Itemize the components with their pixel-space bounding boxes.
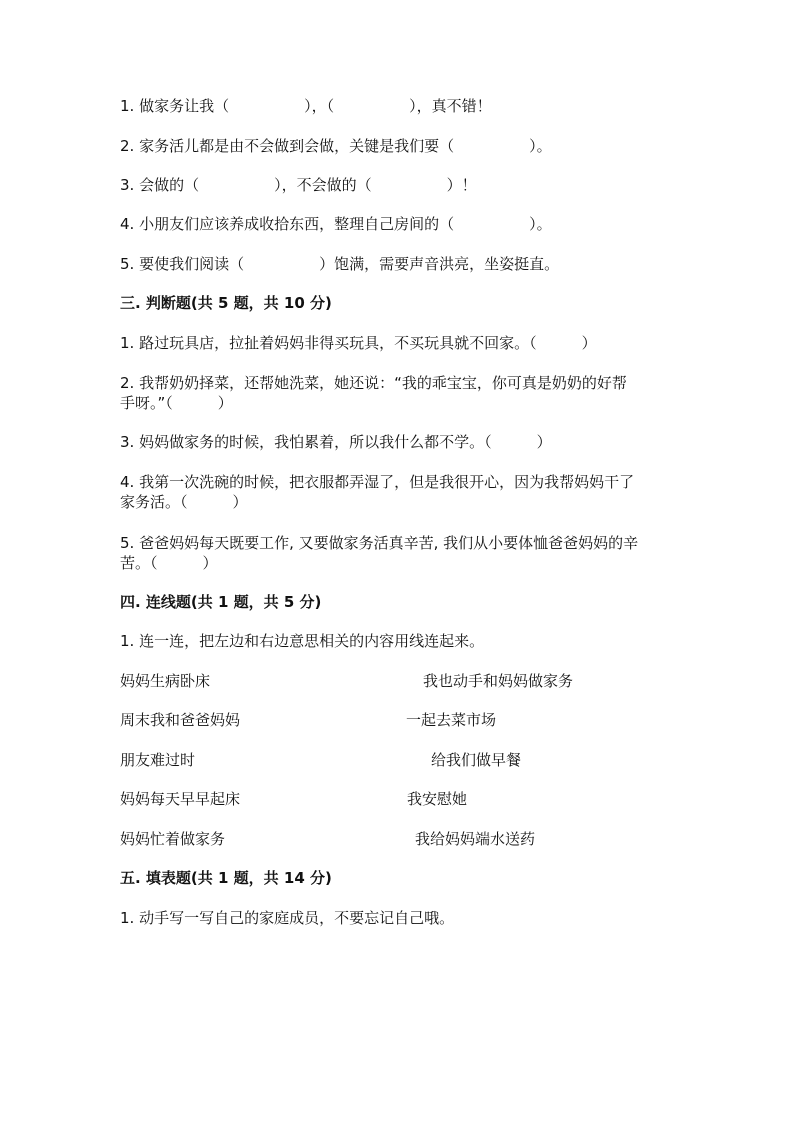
fill-blank-item-4: 4. 小朋友们应该养成收拾东西，整理自己房间的（ ）。 [120, 215, 552, 233]
match-right-item-2: 一起去菜市场 [406, 711, 497, 729]
fill-blank-item-3: 3. 会做的（ ），不会做的（ ）！ [120, 176, 477, 194]
match-right-item-5: 我给妈妈端水送药 [415, 830, 536, 848]
match-right-item-3: 给我们做早餐 [431, 751, 522, 769]
judge-item-2-line-2: 手呀。”（ ） [120, 394, 233, 412]
judge-item-4-line-2: 家务活。（ ） [120, 493, 248, 511]
match-left-item-5: 妈妈忙着做家务 [120, 830, 226, 848]
judge-item-4-line-1: 4. 我第一次洗碗的时候，把衣服都弄湿了，但是我很开心，因为我帮妈妈干了 [120, 473, 635, 491]
match-left-item-3: 朋友难过时 [120, 751, 196, 769]
table-prompt: 1. 动手写一写自己的家庭成员，不要忘记自己哦。 [120, 909, 455, 927]
match-right-item-1: 我也动手和妈妈做家务 [423, 672, 574, 690]
judge-item-5-line-2: 苦。（ ） [120, 554, 218, 572]
judge-section-heading: 三. 判断题(共 5 题，共 10 分) [120, 294, 332, 312]
fill-blank-item-2: 2. 家务活儿都是由不会做到会做，关键是我们要（ ）。 [120, 137, 552, 155]
match-left-item-4: 妈妈每天早早起床 [120, 790, 241, 808]
fill-blank-item-1: 1. 做家务让我（ ），（ ），真不错！ [120, 97, 492, 115]
table-section-heading: 五. 填表题(共 1 题，共 14 分) [120, 869, 332, 887]
match-prompt: 1. 连一连，把左边和右边意思相关的内容用线连起来。 [120, 632, 485, 650]
judge-item-5-line-1: 5. 爸爸妈妈每天既要工作, 又要做家务活真辛苦, 我们从小要体恤爸爸妈妈的辛 [120, 534, 639, 552]
judge-item-3: 3. 妈妈做家务的时候，我怕累着，所以我什么都不学。（ ） [120, 433, 552, 451]
match-left-item-2: 周末我和爸爸妈妈 [120, 711, 241, 729]
match-left-item-1: 妈妈生病卧床 [120, 672, 211, 690]
fill-blank-item-5: 5. 要使我们阅读（ ）饱满，需要声音洪亮，坐姿挺直。 [120, 255, 560, 273]
judge-item-2-line-1: 2. 我帮奶奶择菜，还帮她洗菜，她还说：“我的乖宝宝，你可真是奶奶的好帮 [120, 374, 627, 392]
match-section-heading: 四. 连线题(共 1 题，共 5 分) [120, 593, 322, 611]
match-right-item-4: 我安慰她 [407, 790, 468, 808]
judge-item-1: 1. 路过玩具店，拉扯着妈妈非得买玩具，不买玩具就不回家。（ ） [120, 334, 597, 352]
